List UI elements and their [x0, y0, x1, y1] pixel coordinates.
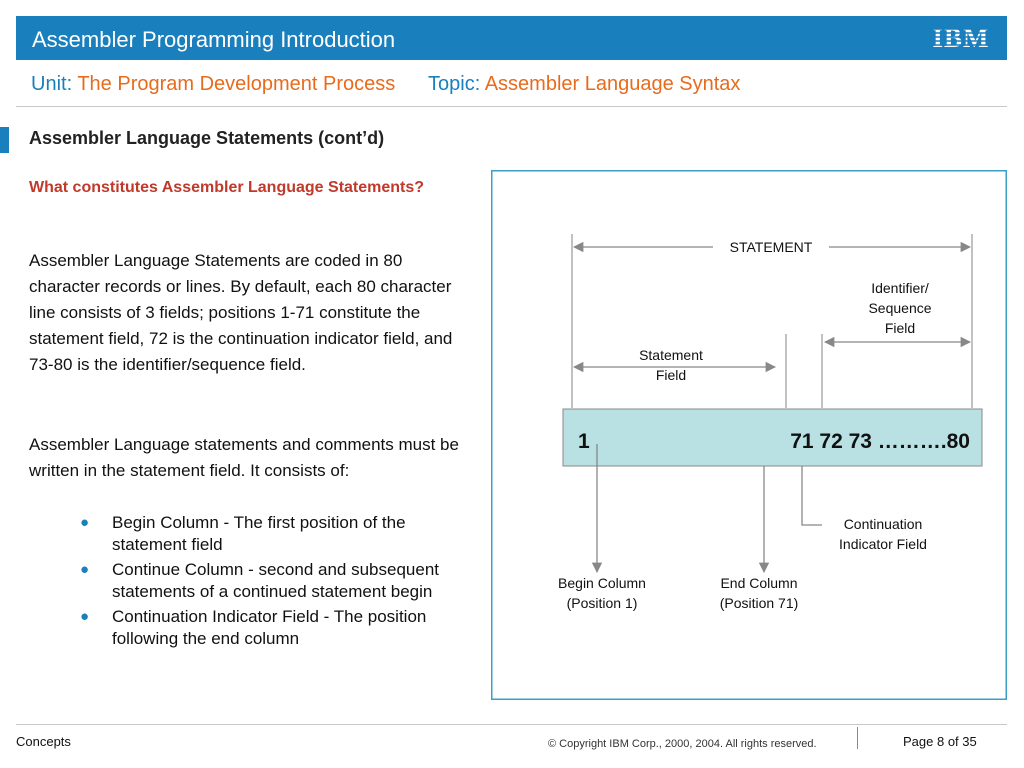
question-heading: What constitutes Assembler Language Statements?: [29, 179, 425, 196]
begin-column-label-line2: (Position 1): [566, 595, 638, 611]
end-column-label-line2: (Position 71): [719, 595, 799, 611]
list-item: [80, 559, 470, 603]
footer-section-label: Concepts: [16, 734, 71, 749]
bullet-icon: ●: [80, 608, 90, 625]
footer-separator: [857, 727, 858, 749]
bullet-icon: ●: [80, 514, 90, 531]
statement-label: STATEMENT: [729, 239, 813, 255]
topic-label: Topic:: [428, 73, 481, 95]
bullet-text: Begin Column - The first position of the statement field: [112, 513, 406, 554]
list-item: [80, 512, 470, 556]
paragraph-fields: Assembler Language Statements are coded in 80 character records or lines. By default, each 80 character line consists of 3 fields; positions 1-71 constitute the statement field, 72 is the continuation indicator field, and 73-80 is the identifier/sequence field.: [29, 251, 453, 374]
presentation-title: Assembler Programming Introduction: [32, 27, 396, 52]
statement-field-line1: Statement: [639, 347, 703, 363]
list-item: [80, 606, 470, 650]
record-positions: 71 72 73 ……….80: [790, 430, 970, 453]
bullet-text: Continue Column - second and subsequent statements of a continued statement begin: [112, 560, 439, 601]
record-layout-diagram: [491, 170, 1007, 700]
bullet-text: Continuation Indicator Field - The position following the end column: [112, 607, 427, 648]
footer-copyright: © Copyright IBM Corp., 2000, 2004. All rights reserved.: [548, 738, 817, 750]
ibm-logo: [929, 24, 993, 52]
footer-divider: [16, 724, 1007, 725]
bullet-list: [80, 512, 470, 653]
section-marker: [0, 127, 9, 153]
record-start: 1: [578, 430, 590, 453]
header-divider: [16, 106, 1007, 107]
ibm-logo-text: IBM: [932, 24, 990, 52]
identifier-label-line1: Identifier/: [871, 280, 929, 296]
continuation-label-line1: Continuation: [843, 516, 923, 532]
section-title: Assembler Language Statements (cont’d): [29, 128, 385, 148]
page-number: Page 8 of 35: [903, 734, 977, 749]
identifier-label-line3: Field: [884, 320, 916, 336]
unit-label: Unit:: [31, 73, 73, 95]
paragraph-statement-field: Assembler Language statements and comments must be written in the statement field. It consists of:: [29, 435, 459, 480]
identifier-label-line2: Sequence: [868, 300, 932, 316]
unit-topic-line: [31, 73, 740, 96]
end-column-label-line1: End Column: [720, 575, 798, 591]
title-bar: [16, 16, 1007, 60]
continuation-label-line2: Indicator Field: [839, 536, 927, 552]
topic-value: Assembler Language Syntax: [484, 73, 741, 95]
statement-field-line2: Field: [655, 367, 687, 383]
unit-value: The Program Development Process: [77, 73, 396, 95]
begin-column-label-line1: Begin Column: [558, 575, 646, 591]
bullet-icon: ●: [80, 561, 90, 578]
